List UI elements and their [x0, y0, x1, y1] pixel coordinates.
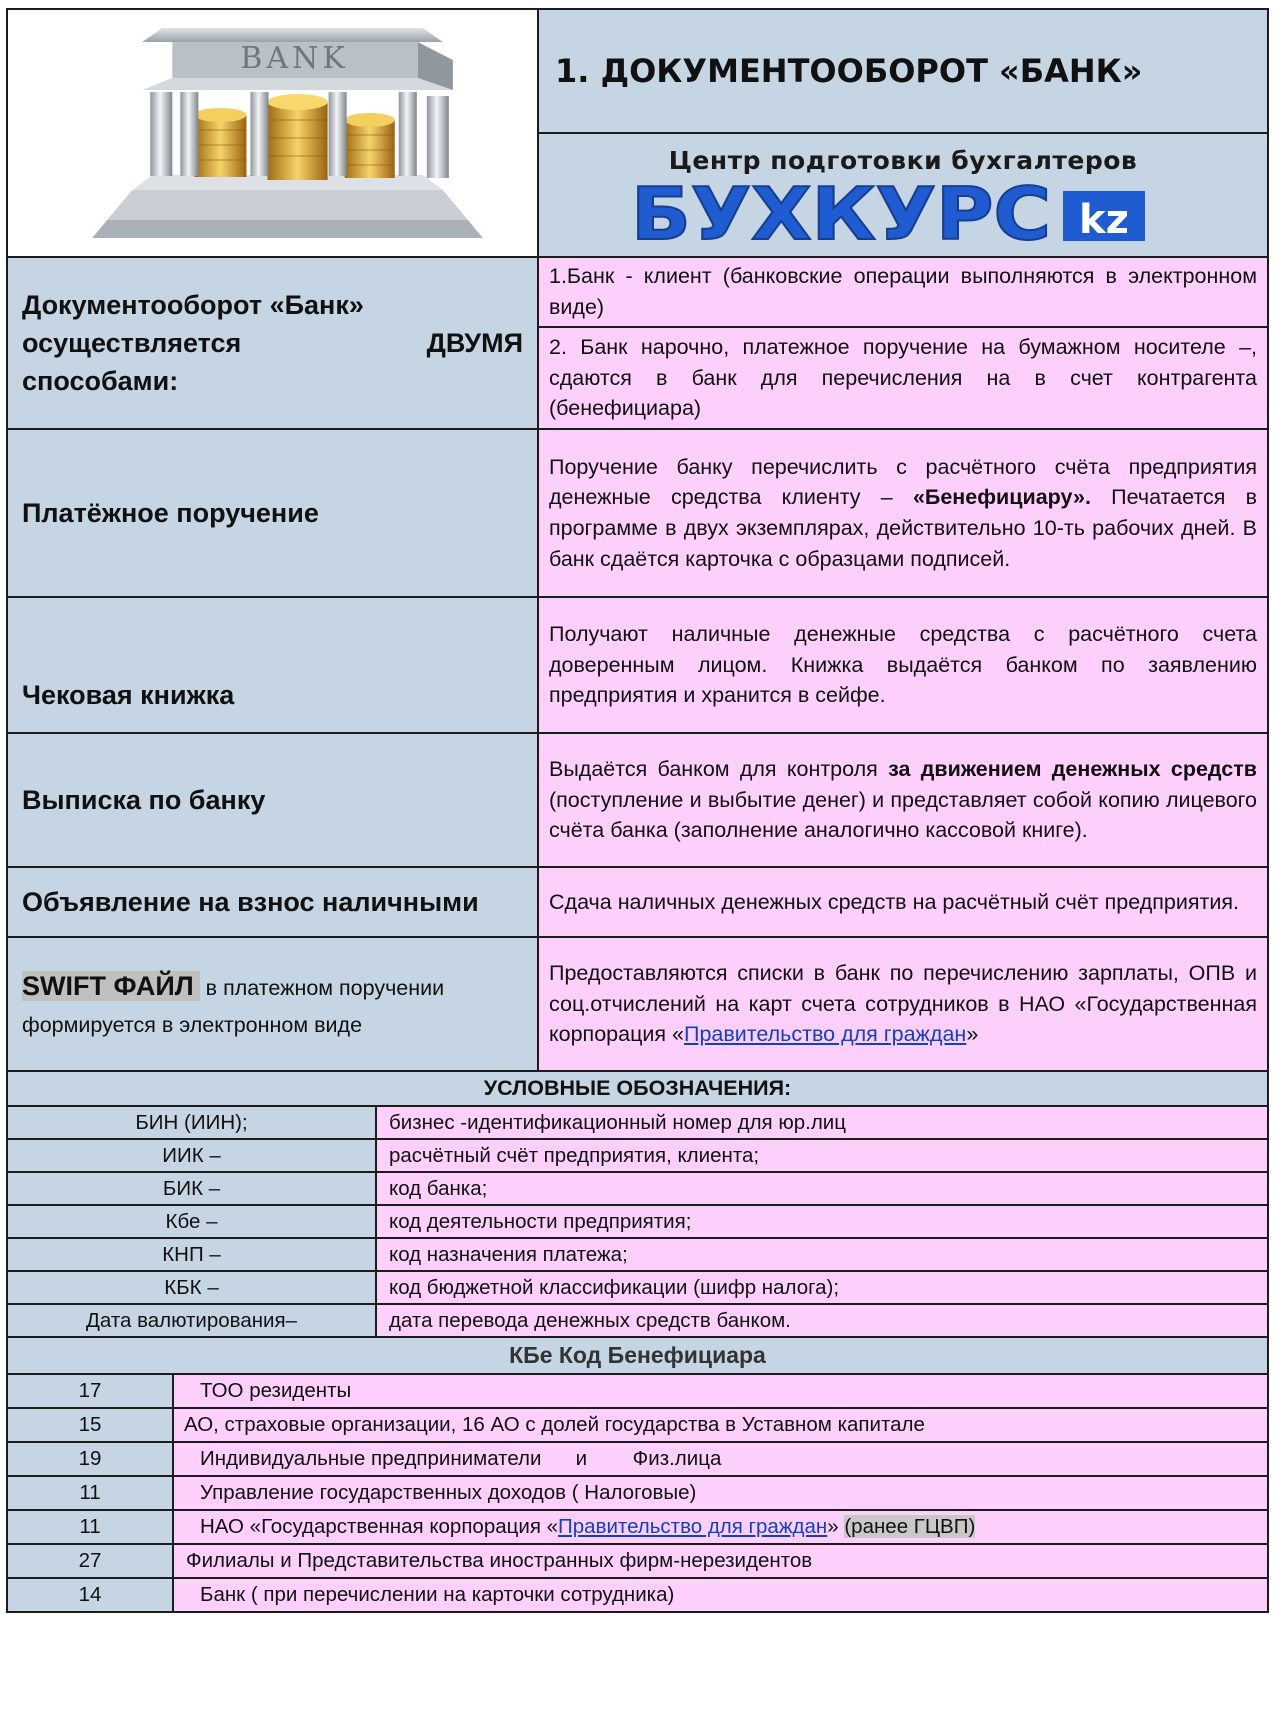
document: [6, 8, 1267, 1613]
cash-deposit-label: Объявление на взнос наличными: [7, 867, 538, 937]
gov-corp-link[interactable]: Правительство для граждан: [558, 1515, 828, 1538]
kbe-code: 27: [7, 1544, 173, 1578]
payment-order-label: Платёжное поручение: [7, 429, 538, 597]
kbe-code: 15: [7, 1408, 173, 1442]
kbe-desc: НАО «Государственная корпорация «Правительство для граждан» (ранее ГЦВП): [173, 1510, 1268, 1544]
bank-building-icon: [22, 20, 523, 244]
kbe-table: [6, 1336, 1269, 1613]
kbe-desc: Филиалы и Представительства иностранных фирм-нерезидентов: [173, 1544, 1268, 1578]
page-title: 1. ДОКУМЕНТООБОРОТ «БАНК»: [555, 52, 1143, 90]
cash-deposit-desc: Сдача наличных денежных средств на расчётный счёт предприятия.: [538, 867, 1268, 937]
legend-heading: УСЛОВНЫЕ ОБОЗНАЧЕНИЯ:: [7, 1071, 1268, 1106]
method-1: 1.Банк - клиент (банковские операции выполняются в электронном виде): [538, 257, 1268, 327]
title-cell: [538, 9, 1268, 133]
legend-desc: бизнес -идентификационный номер для юр.лиц: [376, 1106, 1268, 1139]
svg-text:БУХКУРС: БУХКУРС: [631, 178, 1051, 245]
kbe-code: 14: [7, 1578, 173, 1612]
legend-abbr: БИН (ИИН);: [7, 1106, 376, 1139]
payment-order-desc: Поручение банку перечислить с расчётного счёта предприятия денежные средства клиенту – «Бенефициару». Печатается в программе в двух экземплярах, действительно 10-ть рабочих дней. В банк сдаётся карточка с образцами подписей.: [538, 429, 1268, 597]
legend-desc: расчётный счёт предприятия, клиента;: [376, 1139, 1268, 1172]
checkbook-label: Чековая книжка: [7, 597, 538, 733]
bukhkurs-logo: [545, 179, 1261, 245]
kbe-desc: ТОО резиденты: [173, 1374, 1268, 1408]
method-2: 2. Банк нарочно, платежное поручение на бумажном носителе –, сдаются в банк для перечисления на в счет контрагента (бенефициара): [538, 327, 1268, 429]
legend-abbr: ИИК –: [7, 1139, 376, 1172]
kbe-code: 11: [7, 1510, 173, 1544]
svg-text:BANK: BANK: [240, 41, 349, 76]
swift-label: SWIFT ФАЙЛ в платежном поручении формируется в электронном виде: [7, 937, 538, 1071]
bank-statement-desc: Выдаётся банком для контроля за движением денежных средств (поступление и выбытие денег) и представляет собой копию лицевого счёта банка (заполнение аналогично кассовой книге).: [538, 733, 1268, 867]
legend-abbr: БИК –: [7, 1172, 376, 1205]
legend-abbr: Дата валютирования–: [7, 1304, 376, 1337]
legend-table: [6, 1070, 1269, 1338]
legend-desc: код деятельности предприятия;: [376, 1205, 1268, 1238]
bank-illustration-cell: [7, 9, 538, 257]
bank-statement-label: Выписка по банку: [7, 733, 538, 867]
svg-text:kz: kz: [1079, 196, 1129, 243]
logo-cell: [538, 133, 1268, 257]
kbe-desc: Банк ( при перечислении на карточки сотрудника): [173, 1578, 1268, 1612]
swift-desc: Предоставляются списки в банк по перечислению зарплаты, ОПВ и соц.отчислений на карт счета сотрудников в НАО «Государственная корпорация «Правительство для граждан»: [538, 937, 1268, 1071]
kbe-desc: АО, страховые организации, 16 АО с долей государства в Уставном капитале: [173, 1408, 1268, 1442]
kbe-code: 19: [7, 1442, 173, 1476]
legend-abbr: КБК –: [7, 1271, 376, 1304]
kbe-desc: Индивидуальные предприниматели и Физ.лица: [173, 1442, 1268, 1476]
legend-desc: дата перевода денежных средств банком.: [376, 1304, 1268, 1337]
former-name-note: (ранее ГЦВП): [844, 1515, 976, 1538]
gov-corp-link[interactable]: Правительство для граждан: [683, 1022, 967, 1047]
legend-desc: код банка;: [376, 1172, 1268, 1205]
legend-abbr: Кбе –: [7, 1205, 376, 1238]
legend-abbr: КНП –: [7, 1238, 376, 1271]
checkbook-desc: Получают наличные денежные средства с расчётного счета доверенным лицом. Книжка выдаётся банком по заявлению предприятия и хранится в сейфе.: [538, 597, 1268, 733]
kbe-code: 11: [7, 1476, 173, 1510]
kbe-heading: КБе Код Бенефициара: [7, 1337, 1268, 1374]
legend-desc: код бюджетной классификации (шифр налога);: [376, 1271, 1268, 1304]
legend-desc: код назначения платежа;: [376, 1238, 1268, 1271]
kbe-desc: Управление государственных доходов ( Налоговые): [173, 1476, 1268, 1510]
kbe-code: 17: [7, 1374, 173, 1408]
main-table: [6, 256, 1269, 1072]
methods-label: Документооборот «Банк» осуществляется ДВУМЯ способами:: [7, 257, 538, 429]
header-table: [6, 8, 1269, 258]
logo-tagline: Центр подготовки бухгалтеров: [668, 145, 1138, 175]
